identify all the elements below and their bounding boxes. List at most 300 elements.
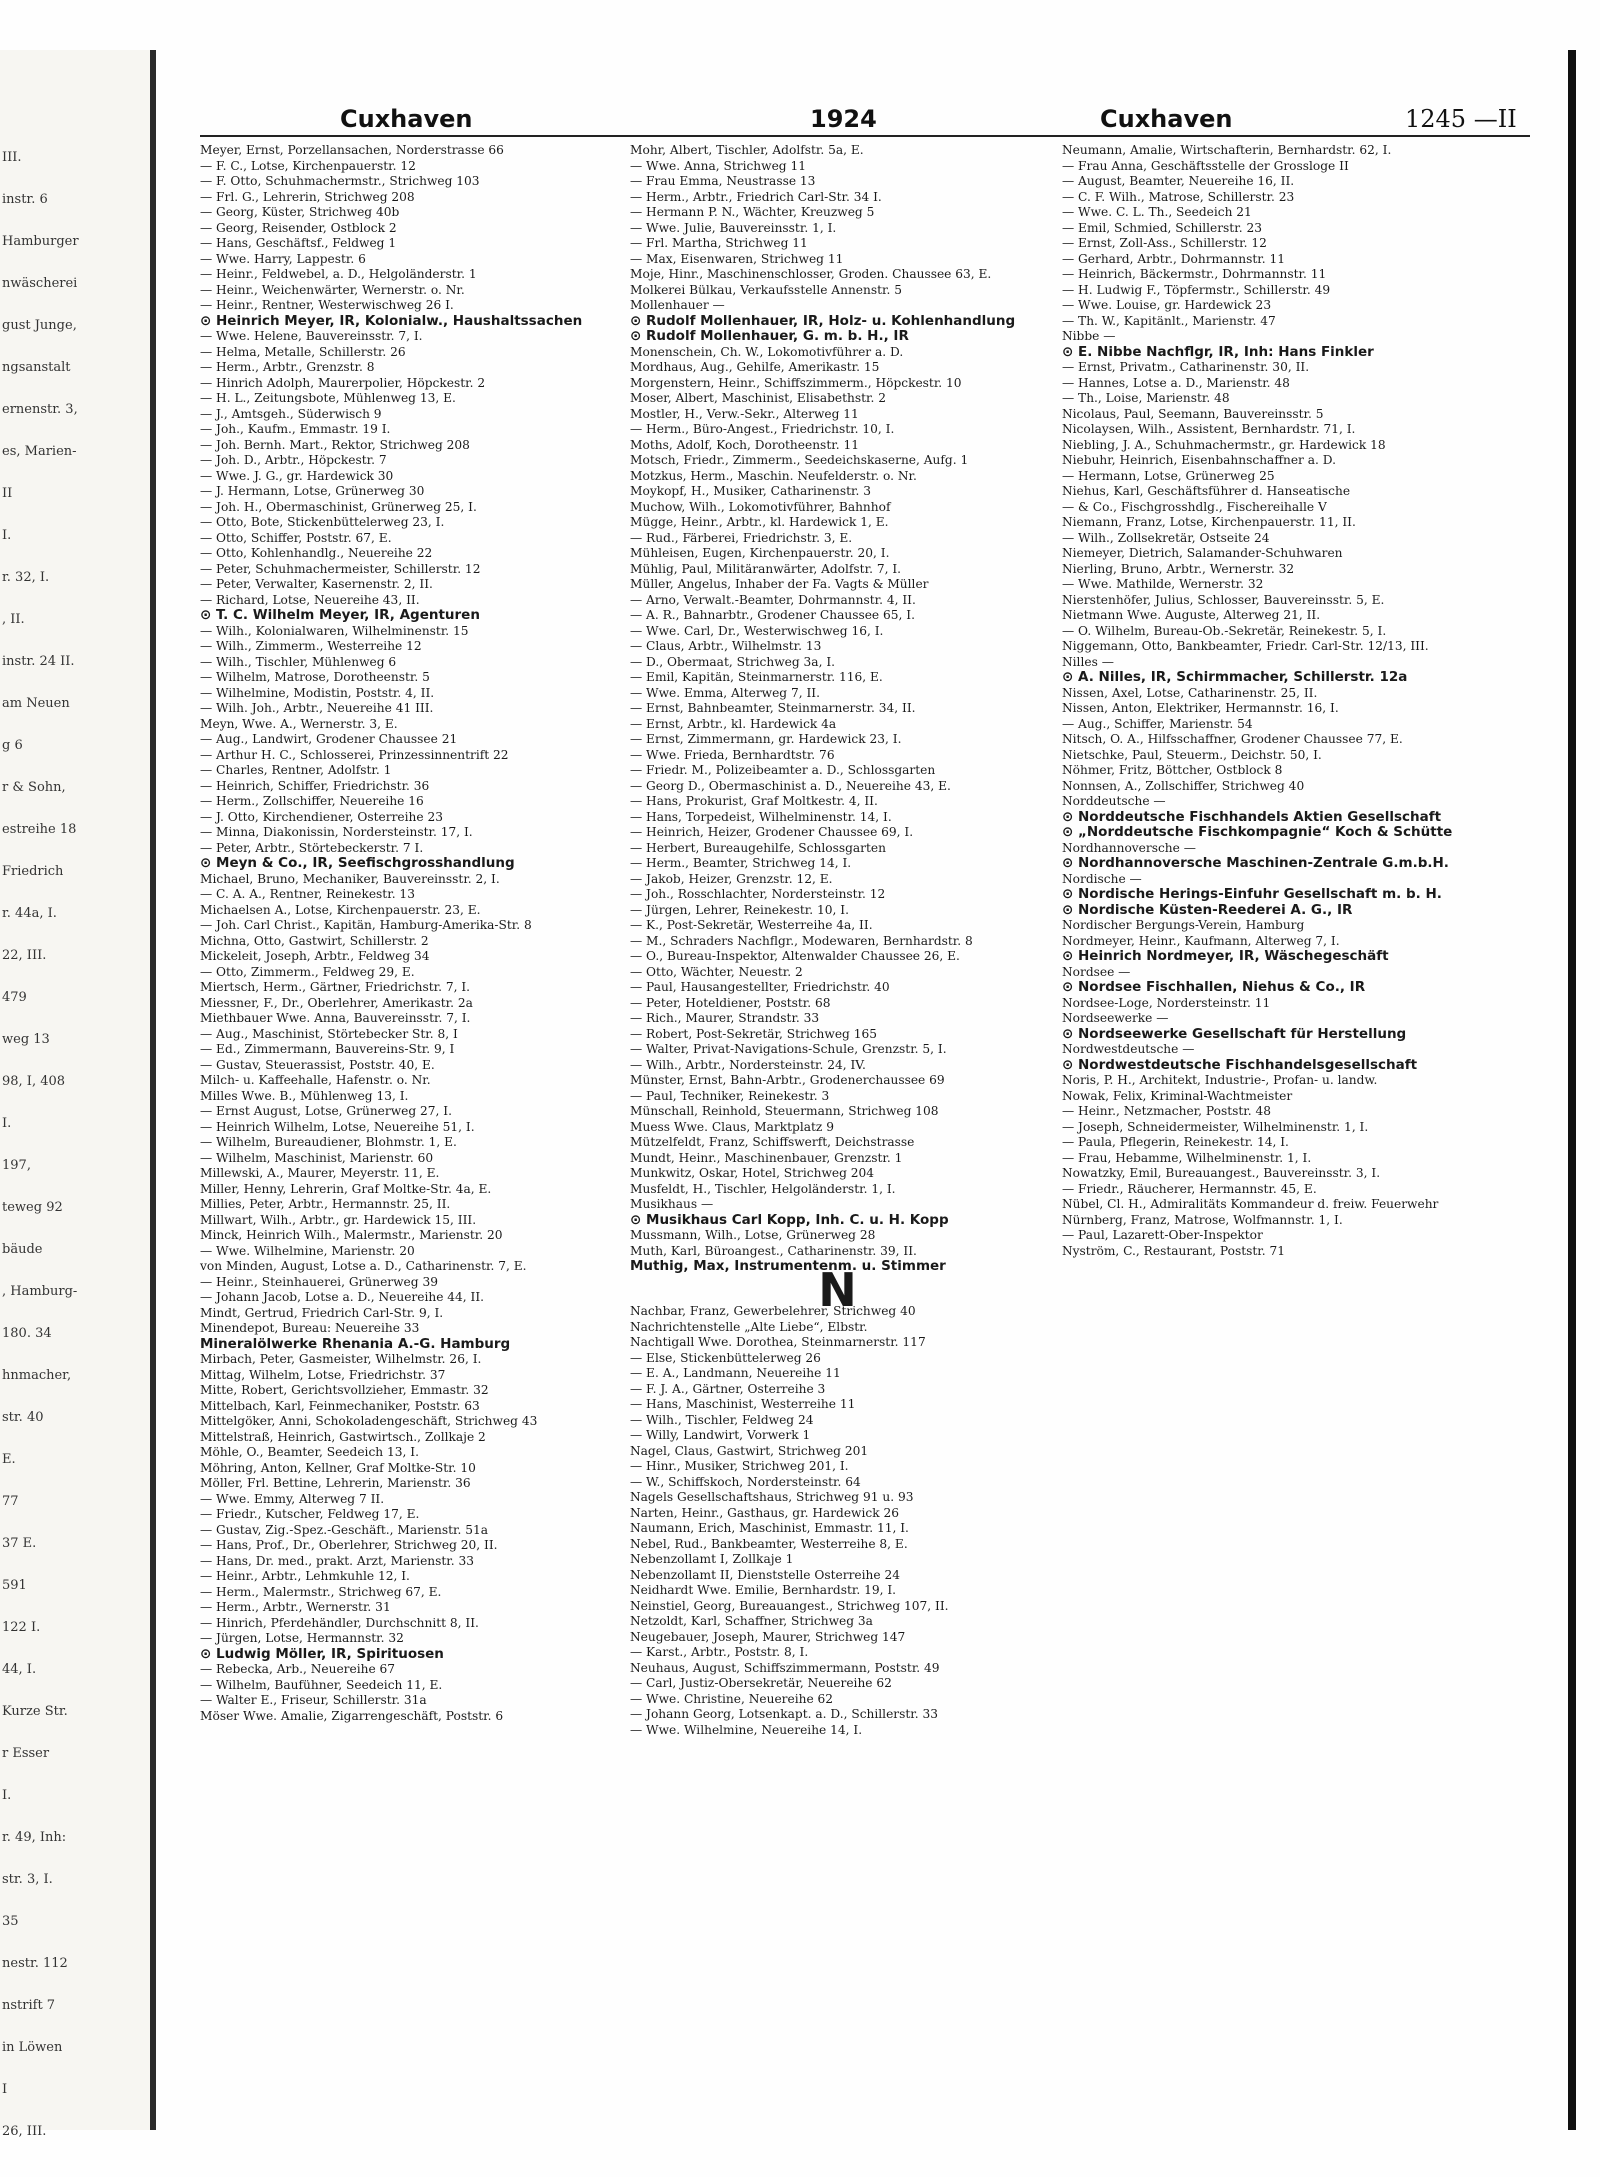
directory-entry: — Ernst, Arbtr., kl. Hardewick 4a <box>630 716 837 731</box>
directory-entry: — Wilhelm, Baufühner, Seedeich 11, E. <box>200 1677 443 1692</box>
directory-entry: Michna, Otto, Gastwirt, Schillerstr. 2 <box>200 933 429 948</box>
previous-page-fragment: 37 E. <box>2 1536 37 1551</box>
directory-entry: Miethbauer Wwe. Anna, Bauvereinsstr. 7, I. <box>200 1011 471 1025</box>
directory-entry: — Joh. H., Obermaschinist, Grünerweg 25, I. <box>200 499 477 514</box>
directory-entry: ⊙ Heinrich Nordmeyer, IR, Wäschegeschäft <box>1062 948 1389 964</box>
directory-entry: — Aug., Landwirt, Grodener Chaussee 21 <box>200 732 458 746</box>
directory-entry: — Wilh. Joh., Arbtr., Neuereihe 41 III. <box>200 701 434 715</box>
directory-entry: — Wwe. Julie, Bauvereinsstr. 1, I. <box>630 220 837 235</box>
directory-entry: Morgenstern, Heinr., Schiffszimmerm., Höpckestr. 10 <box>630 375 962 390</box>
previous-page-fragment: I. <box>2 528 12 543</box>
directory-entry: ⊙ „Norddeutsche Fischkompagnie“ Koch & Schütte <box>1062 824 1453 840</box>
directory-entry: Mittelstraß, Heinrich, Gastwirtsch., Zollkaje 2 <box>200 1429 486 1444</box>
directory-entry: — Wwe. Louise, gr. Hardewick 23 <box>1062 298 1272 312</box>
directory-entry: — K., Post-Sekretär, Westerreihe 4a, II. <box>630 918 873 932</box>
directory-entry: Nietmann Wwe. Auguste, Alterweg 21, II. <box>1062 608 1321 622</box>
directory-entry: — Herm., Arbtr., Friedrich Carl-Str. 34 I. <box>630 189 882 204</box>
directory-entry: — F. C., Lotse, Kirchenpauerstr. 12 <box>200 158 416 173</box>
directory-entry: Möller, Frl. Bettine, Lehrerin, Marienstr. 36 <box>200 1476 471 1490</box>
directory-entry: Nordischer Bergungs-Verein, Hamburg <box>1062 918 1305 932</box>
directory-entry: — Otto, Kohlenhandlg., Neuereihe 22 <box>200 546 433 560</box>
directory-entry: Moje, Hinr., Maschinenschlosser, Groden. Chaussee 63, E. <box>630 267 992 281</box>
directory-entry: Nachbar, Franz, Gewerbelehrer, Strichweg 40 <box>630 1304 916 1318</box>
directory-entry: — Wilh., Tischler, Mühlenweg 6 <box>200 654 397 669</box>
directory-entry: Nagel, Claus, Gastwirt, Strichweg 201 <box>630 1443 869 1458</box>
directory-entry: Niebling, J. A., Schuhmachermstr., gr. Hardewick 18 <box>1062 437 1386 452</box>
directory-entry: — W., Schiffskoch, Nordersteinstr. 64 <box>630 1474 861 1489</box>
directory-entry: Muthig, Max, Instrumentenm. u. Stimmer <box>630 1258 946 1274</box>
directory-entry: — Wilhelm, Bureaudiener, Blohmstr. 1, E. <box>200 1135 457 1149</box>
directory-entry: Motzkus, Herm., Maschin. Neufelderstr. o. Nr. <box>630 468 917 483</box>
directory-entry: Mineralölwerke Rhenania A.-G. Hamburg <box>200 1335 511 1352</box>
directory-entry: — Willy, Landwirt, Vorwerk 1 <box>630 1428 811 1442</box>
directory-entry: Moykopf, H., Musiker, Catharinenstr. 3 <box>630 484 871 498</box>
directory-entry: Mühlig, Paul, Militäranwärter, Adolfstr. 7, I. <box>630 561 902 576</box>
previous-page-fragment: nwäscherei <box>2 276 78 291</box>
directory-entry: — Else, Stickenbüttelerweg 26 <box>630 1350 821 1365</box>
directory-entry: Nonnsen, A., Zollschiffer, Strichweg 40 <box>1062 778 1305 793</box>
directory-entry: Neugebauer, Joseph, Maurer, Strichweg 147 <box>630 1629 906 1644</box>
directory-entry: Nebel, Rud., Bankbeamter, Westerreihe 8, E. <box>630 1536 908 1551</box>
directory-entry: — Heinr., Rentner, Westerwischweg 26 I. <box>200 298 454 312</box>
directory-entry: Neumann, Amalie, Wirtschafterin, Bernhardstr. 62, I. <box>1062 143 1392 157</box>
directory-entry: Millwart, Wilh., Arbtr., gr. Hardewick 15, III. <box>200 1212 477 1227</box>
directory-entry: — Herm., Malermstr., Strichweg 67, E. <box>200 1584 442 1599</box>
directory-entry: — Hinrich Adolph, Maurerpolier, Höpckestr. 2 <box>200 375 486 390</box>
directory-entry: — Wwe. Wilhelmine, Neuereihe 14, I. <box>630 1722 863 1737</box>
directory-entry: Nordsee — <box>1062 964 1131 979</box>
directory-entry: Möser Wwe. Amalie, Zigarrengeschäft, Poststr. 6 <box>200 1708 504 1723</box>
directory-entry: — O., Bureau-Inspektor, Altenwalder Chaussee 26, E. <box>630 949 960 963</box>
directory-entry: — Otto, Zimmerm., Feldweg 29, E. <box>200 964 415 979</box>
directory-entry: Milch- u. Kaffeehalle, Hafenstr. o. Nr. <box>200 1073 431 1087</box>
directory-entry: Mittag, Wilhelm, Lotse, Friedrichstr. 37 <box>200 1367 446 1382</box>
directory-entry: ⊙ Nordische Herings-Einfuhr Gesellschaft m. b. H. <box>1062 886 1442 902</box>
directory-entry: — Carl, Justiz-Obersekretär, Neuereihe 62 <box>630 1676 892 1690</box>
directory-entry: — Hans, Prokurist, Graf Moltkestr. 4, II. <box>630 794 878 808</box>
directory-entry: Münschall, Reinhold, Steuermann, Strichweg 108 <box>630 1104 939 1118</box>
directory-entry: Minendepot, Bureau: Neuereihe 33 <box>200 1321 420 1335</box>
directory-entry: — Emil, Schmied, Schillerstr. 23 <box>1062 220 1262 235</box>
directory-entry: — Rich., Maurer, Strandstr. 33 <box>630 1011 820 1025</box>
directory-entry: — Paul, Lazarett-Ober-Inspektor <box>1062 1228 1263 1242</box>
directory-entry: Minck, Heinrich Wilh., Malermstr., Marienstr. 20 <box>200 1228 503 1242</box>
directory-entry: — Ed., Zimmermann, Bauvereins-Str. 9, I <box>200 1042 455 1056</box>
directory-entry: Nordwestdeutsche — <box>1062 1042 1195 1056</box>
directory-entry: — Wilh., Kolonialwaren, Wilhelminenstr. 15 <box>200 623 469 638</box>
directory-entry: Nitsch, O. A., Hilfsschaffner, Grodener Chaussee 77, E. <box>1062 732 1403 746</box>
directory-entry: Michaelsen A., Lotse, Kirchenpauerstr. 23, E. <box>200 902 481 917</box>
directory-entry: — Walter E., Friseur, Schillerstr. 31a <box>200 1693 427 1707</box>
header-year: 1924 <box>810 105 877 133</box>
directory-entry: Nordsee-Loge, Nordersteinstr. 11 <box>1062 995 1271 1010</box>
previous-page-fragment: estreihe 18 <box>2 822 77 837</box>
directory-entry: — F. Otto, Schuhmachermstr., Strichweg 103 <box>200 174 480 188</box>
directory-entry: — Joh., Kaufm., Emmastr. 19 I. <box>200 422 391 436</box>
directory-entry: Müller, Angelus, Inhaber der Fa. Vagts & Müller <box>630 577 929 591</box>
directory-entry: — J. Hermann, Lotse, Grünerweg 30 <box>200 484 425 498</box>
directory-entry: — Hans, Prof., Dr., Oberlehrer, Strichweg 20, II. <box>200 1538 498 1552</box>
previous-page-fragment: Kurze Str. <box>2 1704 68 1719</box>
directory-entry: — Wwe. Carl, Dr., Westerwischweg 16, I. <box>630 623 884 638</box>
directory-entry: Mützelfeldt, Franz, Schiffswerft, Deichstrasse <box>630 1135 915 1149</box>
directory-entry: — Heinrich Wilhelm, Lotse, Neuereihe 51, I. <box>200 1119 475 1134</box>
directory-entry: — Otto, Schiffer, Poststr. 67, E. <box>200 530 392 545</box>
section-letter: N <box>818 1262 857 1317</box>
directory-entry: — Ernst August, Lotse, Grünerweg 27, I. <box>200 1104 452 1118</box>
directory-entry: Millewski, A., Maurer, Meyerstr. 11, E. <box>200 1166 440 1180</box>
directory-entry: ⊙ Nordseewerke Gesellschaft für Herstellung <box>1062 1025 1407 1042</box>
previous-page-fragment: , II. <box>2 612 25 627</box>
directory-entry: Nissen, Anton, Elektriker, Hermannstr. 16, I. <box>1062 701 1339 715</box>
directory-entry: Miessner, F., Dr., Oberlehrer, Amerikastr. 2a <box>200 995 473 1010</box>
directory-entry: Nübel, Cl. H., Admiralitäts Kommandeur d. freiw. Feuerwehr <box>1062 1197 1439 1211</box>
directory-entry: Nordhannoversche — <box>1062 840 1196 855</box>
directory-entry: — Gustav, Steuerassist, Poststr. 40, E. <box>200 1057 435 1072</box>
directory-entry: Mickeleit, Joseph, Arbtr., Feldweg 34 <box>200 949 430 963</box>
directory-entry: — Karst., Arbtr., Poststr. 8, I. <box>630 1645 809 1659</box>
directory-entry: Nowatzky, Emil, Bureauangest., Bauvereinsstr. 3, I. <box>1062 1166 1381 1180</box>
directory-entry: — Wilh., Tischler, Feldweg 24 <box>630 1412 814 1427</box>
directory-entry: — Heinr., Weichenwärter, Wernerstr. o. Nr. <box>200 282 465 297</box>
directory-entry: — Joh. D., Arbtr., Höpckestr. 7 <box>200 453 387 467</box>
directory-entry: Mirbach, Peter, Gasmeister, Wilhelmstr. 26, I. <box>200 1352 482 1366</box>
directory-entry: — Joh. Carl Christ., Kapitän, Hamburg-Amerika-Str. 8 <box>200 918 532 932</box>
directory-entry: — Heinrich, Bäckermstr., Dohrmannstr. 11 <box>1062 267 1327 281</box>
directory-entry: — Wwe. Emma, Alterweg 7, II. <box>630 685 820 700</box>
directory-entry: Nietschke, Paul, Steuerm., Deichstr. 50, I. <box>1062 747 1322 762</box>
previous-page-fragment: gust Junge, <box>2 318 77 333</box>
previous-page-fragment: g 6 <box>2 738 23 753</box>
directory-entry: — E. A., Landmann, Neuereihe 11 <box>630 1366 841 1380</box>
directory-entry: — F. J. A., Gärtner, Osterreihe 3 <box>630 1381 826 1396</box>
directory-entry: — Frau Anna, Geschäftsstelle der Grossloge II <box>1062 158 1349 173</box>
directory-entry: — J. Otto, Kirchendiener, Osterreihe 23 <box>200 809 443 824</box>
directory-entry: Muth, Karl, Büroangest., Catharinenstr. 39, II. <box>630 1243 917 1258</box>
directory-entry: Mundt, Heinr., Maschinenbauer, Grenzstr. 1 <box>630 1150 903 1165</box>
directory-entry: — August, Beamter, Neuereihe 16, II. <box>1062 174 1295 188</box>
directory-entry: — Rebecka, Arb., Neuereihe 67 <box>200 1662 396 1676</box>
previous-page-fragment: I. <box>2 1788 12 1803</box>
directory-entry: ⊙ Nordhannoversche Maschinen-Zentrale G.m.b.H. <box>1062 855 1449 871</box>
previous-page-fragment: , Hamburg- <box>2 1284 78 1299</box>
directory-entry: — Helma, Metalle, Schillerstr. 26 <box>200 344 406 359</box>
previous-page-fragment: r Esser <box>2 1746 50 1761</box>
directory-entry: Musfeldt, H., Tischler, Helgoländerstr. 1, I. <box>630 1181 896 1196</box>
directory-entry: Mordhaus, Aug., Gehilfe, Amerikastr. 15 <box>630 360 880 374</box>
directory-entry: ⊙ Nordische Küsten-Reederei A. G., IR <box>1062 901 1353 918</box>
directory-entry: Narten, Heinr., Gasthaus, gr. Hardewick 26 <box>630 1505 899 1520</box>
directory-entry: — H. L., Zeitungsbote, Mühlenweg 13, E. <box>200 391 456 405</box>
previous-page-fragment: II <box>2 486 13 501</box>
directory-entry: — C. A. A., Rentner, Reinekestr. 13 <box>200 887 415 901</box>
directory-entry: Niehus, Karl, Geschäftsführer d. Hanseatische <box>1062 484 1351 498</box>
directory-entry: — Wwe. C. L. Th., Seedeich 21 <box>1062 205 1252 219</box>
page-header <box>200 105 1530 137</box>
directory-entry: — Jakob, Heizer, Grenzstr. 12, E. <box>630 871 833 886</box>
directory-entry: Möhle, O., Beamter, Seedeich 13, I. <box>200 1445 419 1459</box>
previous-page-fragment: r. 49, Inh: <box>2 1830 67 1845</box>
directory-entry: — Friedr. M., Polizeibeamter a. D., Schlossgarten <box>630 763 936 777</box>
previous-page-fragment: ngsanstalt <box>2 360 71 375</box>
directory-entry: Nilles — <box>1062 654 1114 669</box>
directory-entry: — Frl. Martha, Strichweg 11 <box>630 236 808 250</box>
directory-entry: Meyer, Ernst, Porzellansachen, Norderstrasse 66 <box>200 143 504 157</box>
directory-entry: — Jürgen, Lehrer, Reinekestr. 10, I. <box>630 902 849 917</box>
directory-entry: Mügge, Heinr., Arbtr., kl. Hardewick 1, E. <box>630 515 889 529</box>
directory-entry: Naumann, Erich, Maschinist, Emmastr. 11, I. <box>630 1521 909 1535</box>
directory-entry: — Johann Georg, Lotsenkapt. a. D., Schillerstr. 33 <box>630 1707 939 1721</box>
directory-entry: — Heinr., Netzmacher, Poststr. 48 <box>1062 1104 1271 1118</box>
directory-entry: — Wwe. Harry, Lappestr. 6 <box>200 251 366 266</box>
directory-entry: Mittelgöker, Anni, Schokoladengeschäft, Strichweg 43 <box>200 1414 538 1428</box>
directory-entry: — Claus, Arbtr., Wilhelmstr. 13 <box>630 639 822 653</box>
directory-entry: Mostler, H., Verw.-Sekr., Alterweg 11 <box>630 406 859 421</box>
directory-entry: Nürnberg, Franz, Matrose, Wolfmannstr. 1, I. <box>1062 1212 1343 1227</box>
previous-page-fragment: 26, III. <box>2 2124 47 2139</box>
directory-entry: Münster, Ernst, Bahn-Arbtr., Grodenerchaussee 69 <box>630 1073 945 1087</box>
directory-entry: — Ernst, Zimmermann, gr. Hardewick 23, I. <box>630 732 902 746</box>
previous-page-fragment: 479 <box>2 990 27 1005</box>
directory-entry: — Wwe. Anna, Strichweg 11 <box>630 158 806 173</box>
directory-entry: — Wwe. Emmy, Alterweg 7 II. <box>200 1491 385 1506</box>
previous-page-fragment: I. <box>2 1116 12 1131</box>
directory-entry: Moser, Albert, Maschinist, Elisabethstr. 2 <box>630 391 887 405</box>
previous-page-fragment: 98, I, 408 <box>2 1074 66 1089</box>
directory-entry: Netzoldt, Karl, Schaffner, Strichweg 3a <box>630 1614 873 1628</box>
column-1 <box>200 143 615 1724</box>
directory-entry: — Hans, Dr. med., prakt. Arzt, Marienstr. 33 <box>200 1553 475 1568</box>
directory-entry: — Heinr., Feldwebel, a. D., Helgoländerstr. 1 <box>200 267 477 281</box>
directory-entry: — O. Wilhelm, Bureau-Ob.-Sekretär, Reinekestr. 5, I. <box>1062 623 1387 638</box>
directory-entry: — Wilhelm, Matrose, Dorotheenstr. 5 <box>200 670 430 684</box>
directory-entry: Nicolaysen, Wilh., Assistent, Bernhardstr. 71, I. <box>1062 422 1356 436</box>
directory-entry: von Minden, August, Lotse a. D., Catharinenstr. 7, E. <box>200 1259 527 1273</box>
directory-entry: Möhring, Anton, Kellner, Graf Moltke-Str. 10 <box>200 1460 476 1475</box>
directory-entry: Mohr, Albert, Tischler, Adolfstr. 5a, E. <box>630 143 864 157</box>
directory-entry: — Wilh., Zimmerm., Westerreihe 12 <box>200 639 422 653</box>
directory-entry: Nibbe — <box>1062 329 1116 343</box>
directory-entry: Nöhmer, Fritz, Böttcher, Ostblock 8 <box>1062 763 1283 777</box>
directory-entry: Nordseewerke — <box>1062 1011 1169 1025</box>
directory-entry: Monenschein, Ch. W., Lokomotivführer a. D. <box>630 344 904 359</box>
directory-entry: ⊙ A. Nilles, IR, Schirmmacher, Schillerstr. 12a <box>1062 669 1408 685</box>
directory-entry: — Paul, Techniker, Reinekestr. 3 <box>630 1088 830 1103</box>
directory-entry: — Robert, Post-Sekretär, Strichweg 165 <box>630 1026 877 1041</box>
directory-entry: — Ernst, Zoll-Ass., Schillerstr. 12 <box>1062 236 1267 250</box>
directory-entry: — Herm., Arbtr., Grenzstr. 8 <box>200 360 375 374</box>
directory-entry: Nierstenhöfer, Julius, Schlosser, Bauvereinsstr. 5, E. <box>1062 592 1385 607</box>
directory-entry: ⊙ Rudolf Mollenhauer, G. m. b. H., IR <box>630 328 909 344</box>
directory-entry: — Th., Loise, Marienstr. 48 <box>1062 391 1230 405</box>
directory-entry: Moths, Adolf, Koch, Dorotheenstr. 11 <box>630 437 859 452</box>
scan-border <box>1568 50 1576 2130</box>
directory-entry: — Wilhelm, Maschinist, Marienstr. 60 <box>200 1150 434 1165</box>
directory-entry: Neuhaus, August, Schiffszimmermann, Poststr. 49 <box>630 1660 940 1675</box>
directory-entry: — Hermann, Lotse, Grünerweg 25 <box>1062 468 1275 483</box>
directory-entry: — Herbert, Bureaugehilfe, Schlossgarten <box>630 840 886 855</box>
previous-page-fragment: hnmacher, <box>2 1368 72 1383</box>
directory-entry: — Johann Jacob, Lotse a. D., Neuereihe 44, II. <box>200 1290 485 1304</box>
directory-entry: — Wwe. Mathilde, Wernerstr. 32 <box>1062 577 1264 591</box>
directory-entry: ⊙ Rudolf Mollenhauer, IR, Holz- u. Kohlenhandlung <box>630 312 1016 329</box>
header-left: Cuxhaven <box>340 105 473 133</box>
directory-entry: — Paul, Hausangestellter, Friedrichstr. 40 <box>630 980 890 994</box>
directory-entry: — M., Schraders Nachflgr., Modewaren, Bernhardstr. 8 <box>630 933 973 948</box>
directory-entry: Norddeutsche — <box>1062 794 1166 808</box>
directory-entry: — Heinrich, Schiffer, Friedrichstr. 36 <box>200 778 430 793</box>
directory-entry: — Heinr., Arbtr., Lehmkuhle 12, I. <box>200 1569 410 1583</box>
directory-entry: — Friedr., Kutscher, Feldweg 17, E. <box>200 1507 420 1521</box>
directory-entry: — Joseph, Schneidermeister, Wilhelminenstr. 1, I. <box>1062 1119 1369 1134</box>
directory-entry: — Frau, Hebamme, Wilhelminenstr. 1, I. <box>1062 1150 1312 1165</box>
previous-page-fragment: 22, III. <box>2 948 47 963</box>
directory-entry: — Frl. G., Lehrerin, Strichweg 208 <box>200 189 415 204</box>
directory-entry: ⊙ Musikhaus Carl Kopp, Inh. C. u. H. Kopp <box>630 1211 949 1228</box>
directory-entry: — A. R., Bahnarbtr., Grodener Chaussee 65, I. <box>630 608 915 622</box>
directory-entry: Niemeyer, Dietrich, Salamander-Schuhwaren <box>1062 546 1343 560</box>
directory-entry: — Georg, Küster, Strichweg 40b <box>200 205 400 219</box>
previous-page-fragment: III. <box>2 150 22 165</box>
directory-entry: — Wilhelmine, Modistin, Poststr. 4, II. <box>200 685 435 700</box>
directory-entry: ⊙ Meyn & Co., IR, Seefischgrosshandlung <box>200 855 515 871</box>
directory-entry: — Richard, Lotse, Neuereihe 43, II. <box>200 592 420 607</box>
directory-entry: Millies, Peter, Arbtr., Hermannstr. 25, II. <box>200 1197 451 1211</box>
previous-page-fragment: es, Marien- <box>2 444 77 459</box>
directory-entry: — Gustav, Zig.-Spez.-Geschäft., Marienstr. 51a <box>200 1522 489 1537</box>
column-3 <box>1062 143 1477 1259</box>
directory-entry: — Arno, Verwalt.-Beamter, Dohrmannstr. 4, II. <box>630 592 916 607</box>
previous-page-fragment: E. <box>2 1452 16 1467</box>
previous-page-fragment: teweg 92 <box>2 1200 63 1215</box>
previous-page-fragment: ernenstr. 3, <box>2 402 78 417</box>
column-2 <box>630 143 1045 1738</box>
directory-entry: — Georg D., Obermaschinist a. D., Neuereihe 43, E. <box>630 778 951 793</box>
previous-page-fragment: 35 <box>2 1914 19 1929</box>
directory-entry: — J., Amtsgeh., Süderwisch 9 <box>200 406 382 421</box>
directory-entry: — Joh. Bernh. Mart., Rektor, Strichweg 208 <box>200 437 470 452</box>
directory-entry: — Peter, Hoteldiener, Poststr. 68 <box>630 995 831 1010</box>
directory-entry: — Herm., Büro-Angest., Friedrichstr. 10, I. <box>630 422 895 436</box>
directory-entry: — Emil, Kapitän, Steinmarnerstr. 116, E. <box>630 670 883 684</box>
directory-entry: Musikhaus — <box>630 1197 714 1211</box>
directory-entry: Nachrichtenstelle „Alte Liebe“, Elbstr. <box>630 1319 868 1334</box>
directory-entry: Nicolaus, Paul, Seemann, Bauvereinsstr. 5 <box>1062 406 1324 421</box>
directory-entry: — Peter, Verwalter, Kasernenstr. 2, II. <box>200 577 433 591</box>
directory-entry: Nebenzollamt II, Dienststelle Osterreihe 24 <box>630 1567 900 1582</box>
previous-page-fragment: bäude <box>2 1242 43 1257</box>
directory-entry: — Charles, Rentner, Adolfstr. 1 <box>200 763 392 777</box>
directory-entry: — D., Obermaat, Strichweg 3a, I. <box>630 654 836 669</box>
directory-entry: — Joh., Rosschlachter, Nordersteinstr. 12 <box>630 887 886 901</box>
directory-entry: — Arthur H. C., Schlosserei, Prinzessinnentrift 22 <box>200 747 509 762</box>
directory-entry: ⊙ E. Nibbe Nachflgr, IR, Inh: Hans Finkler <box>1062 343 1374 360</box>
directory-entry: Nissen, Axel, Lotse, Catharinenstr. 25, II. <box>1062 685 1318 700</box>
directory-entry: Niebuhr, Heinrich, Eisenbahnschaffner a. D. <box>1062 453 1336 467</box>
directory-entry: Muess Wwe. Claus, Marktplatz 9 <box>630 1119 834 1134</box>
directory-entry: Neidhardt Wwe. Emilie, Bernhardstr. 19, I. <box>630 1583 897 1597</box>
directory-entry: — Minna, Diakonissin, Nordersteinstr. 17, I. <box>200 825 473 839</box>
directory-entry: ⊙ Heinrich Meyer, IR, Kolonialw., Haushaltssachen <box>200 312 583 329</box>
directory-entry: — Ernst, Privatm., Catharinenstr. 30, II. <box>1062 360 1310 374</box>
directory-entry: — Wilh., Arbtr., Nordersteinstr. 24, IV. <box>630 1057 866 1072</box>
directory-entry: Miller, Henny, Lehrerin, Graf Moltke-Str. 4a, E. <box>200 1181 492 1196</box>
directory-entry: — Peter, Schuhmachermeister, Schillerstr. 12 <box>200 561 481 576</box>
directory-entry: — C. F. Wilh., Matrose, Schillerstr. 23 <box>1062 189 1295 204</box>
directory-entry: Nebenzollamt I, Zollkaje 1 <box>630 1552 794 1566</box>
directory-entry: — Otto, Wächter, Neuestr. 2 <box>630 964 803 979</box>
previous-page-fragment: instr. 6 <box>2 192 48 207</box>
directory-entry: — Wilh., Zollsekretär, Ostseite 24 <box>1062 530 1270 545</box>
header-right: Cuxhaven <box>1100 105 1233 133</box>
directory-entry: — Hinrich, Pferdehändler, Durchschnitt 8, II. <box>200 1615 479 1630</box>
directory-entry: — Peter, Arbtr., Störtebeckerstr. 7 I. <box>200 840 424 855</box>
previous-page-fragment: 44, I. <box>2 1662 37 1677</box>
directory-entry: — & Co., Fischgrosshdlg., Fischereihalle V <box>1062 499 1327 514</box>
previous-page-fragment: 122 I. <box>2 1620 41 1635</box>
directory-entry: Nordmeyer, Heinr., Kaufmann, Alterweg 7, I. <box>1062 933 1340 948</box>
directory-entry: — Ernst, Bahnbeamter, Steinmarnerstr. 34, II. <box>630 701 916 715</box>
directory-entry: Milles Wwe. B., Mühlenweg 13, I. <box>200 1088 409 1103</box>
page-number: 1245 —II <box>1405 105 1517 133</box>
previous-page-fragment: Friedrich <box>2 864 64 879</box>
directory-entry: Mollenhauer — <box>630 298 725 312</box>
directory-entry: — Heinrich, Heizer, Grodener Chaussee 69, I. <box>630 825 914 839</box>
directory-entry: — Heinr., Steinhauerei, Grünerweg 39 <box>200 1274 438 1289</box>
directory-entry: — Herm., Zollschiffer, Neuereihe 16 <box>200 794 424 808</box>
directory-entry: — Friedr., Räucherer, Hermannstr. 45, E. <box>1062 1181 1317 1196</box>
directory-entry: Molkerei Bülkau, Verkaufsstelle Annenstr. 5 <box>630 282 903 297</box>
directory-entry: — Otto, Bote, Stickenbüttelerweg 23, I. <box>200 515 445 529</box>
previous-page-fragment: r & Sohn, <box>2 780 66 795</box>
previous-page-fragment: 591 <box>2 1578 27 1593</box>
previous-page-edge <box>0 50 156 2139</box>
directory-entry: — Wwe. Helene, Bauvereinsstr. 7, I. <box>200 329 423 343</box>
directory-entry: ⊙ Nordwestdeutsche Fischhandelsgesellschaft <box>1062 1056 1418 1073</box>
directory-entry: Nierling, Bruno, Arbtr., Wernerstr. 32 <box>1062 561 1295 576</box>
directory-entry: Michael, Bruno, Mechaniker, Bauvereinsstr. 2, I. <box>200 871 500 886</box>
directory-entry: Mitte, Robert, Gerichtsvollzieher, Emmastr. 32 <box>200 1383 489 1397</box>
directory-entry: — Hermann P. N., Wächter, Kreuzweg 5 <box>630 205 875 219</box>
directory-entry: — Hans, Geschäftsf., Feldweg 1 <box>200 236 397 250</box>
directory-entry: — Hans, Torpedeist, Wilhelminenstr. 14, I. <box>630 809 892 824</box>
previous-page-fragment: in Löwen <box>2 2040 63 2055</box>
directory-entry: — Georg, Reisender, Ostblock 2 <box>200 220 397 235</box>
previous-page-fragment: str. 40 <box>2 1410 44 1425</box>
directory-entry: Mühleisen, Eugen, Kirchenpauerstr. 20, I. <box>630 546 890 560</box>
previous-page-fragment: r. 32, I. <box>2 570 50 585</box>
previous-page-fragment: I <box>2 2082 8 2097</box>
previous-page-fragment: nstrift 7 <box>2 1998 56 2013</box>
previous-page-fragment: weg 13 <box>2 1032 50 1047</box>
previous-page-fragment: nestr. 112 <box>2 1956 68 1971</box>
previous-page-fragment: 180. 34 <box>2 1326 52 1341</box>
directory-entry: — Rud., Färberei, Friedrichstr. 3, E. <box>630 530 853 545</box>
directory-entry: — Aug., Schiffer, Marienstr. 54 <box>1062 716 1253 731</box>
directory-entry: Mittelbach, Karl, Feinmechaniker, Poststr. 63 <box>200 1398 480 1413</box>
directory-entry: — Herm., Arbtr., Wernerstr. 31 <box>200 1600 391 1614</box>
directory-entry: — Wwe. Wilhelmine, Marienstr. 20 <box>200 1243 415 1258</box>
directory-entry: — H. Ludwig F., Töpfermstr., Schillerstr. 49 <box>1062 282 1331 297</box>
directory-entry: — Wwe. Frieda, Bernhardtstr. 76 <box>630 747 835 762</box>
directory-entry: Nyström, C., Restaurant, Poststr. 71 <box>1062 1243 1286 1258</box>
directory-entry: — Wwe. J. G., gr. Hardewick 30 <box>200 468 394 483</box>
directory-entry: ⊙ T. C. Wilhelm Meyer, IR, Agenturen <box>200 607 480 623</box>
directory-entry: Mussmann, Wilh., Lotse, Grünerweg 28 <box>630 1228 876 1242</box>
directory-entry: Niemann, Franz, Lotse, Kirchenpauerstr. 11, II. <box>1062 515 1356 529</box>
previous-page-fragment: r. 44a, I. <box>2 906 57 921</box>
directory-entry: Niggemann, Otto, Bankbeamter, Friedr. Carl-Str. 12/13, III. <box>1062 639 1429 653</box>
